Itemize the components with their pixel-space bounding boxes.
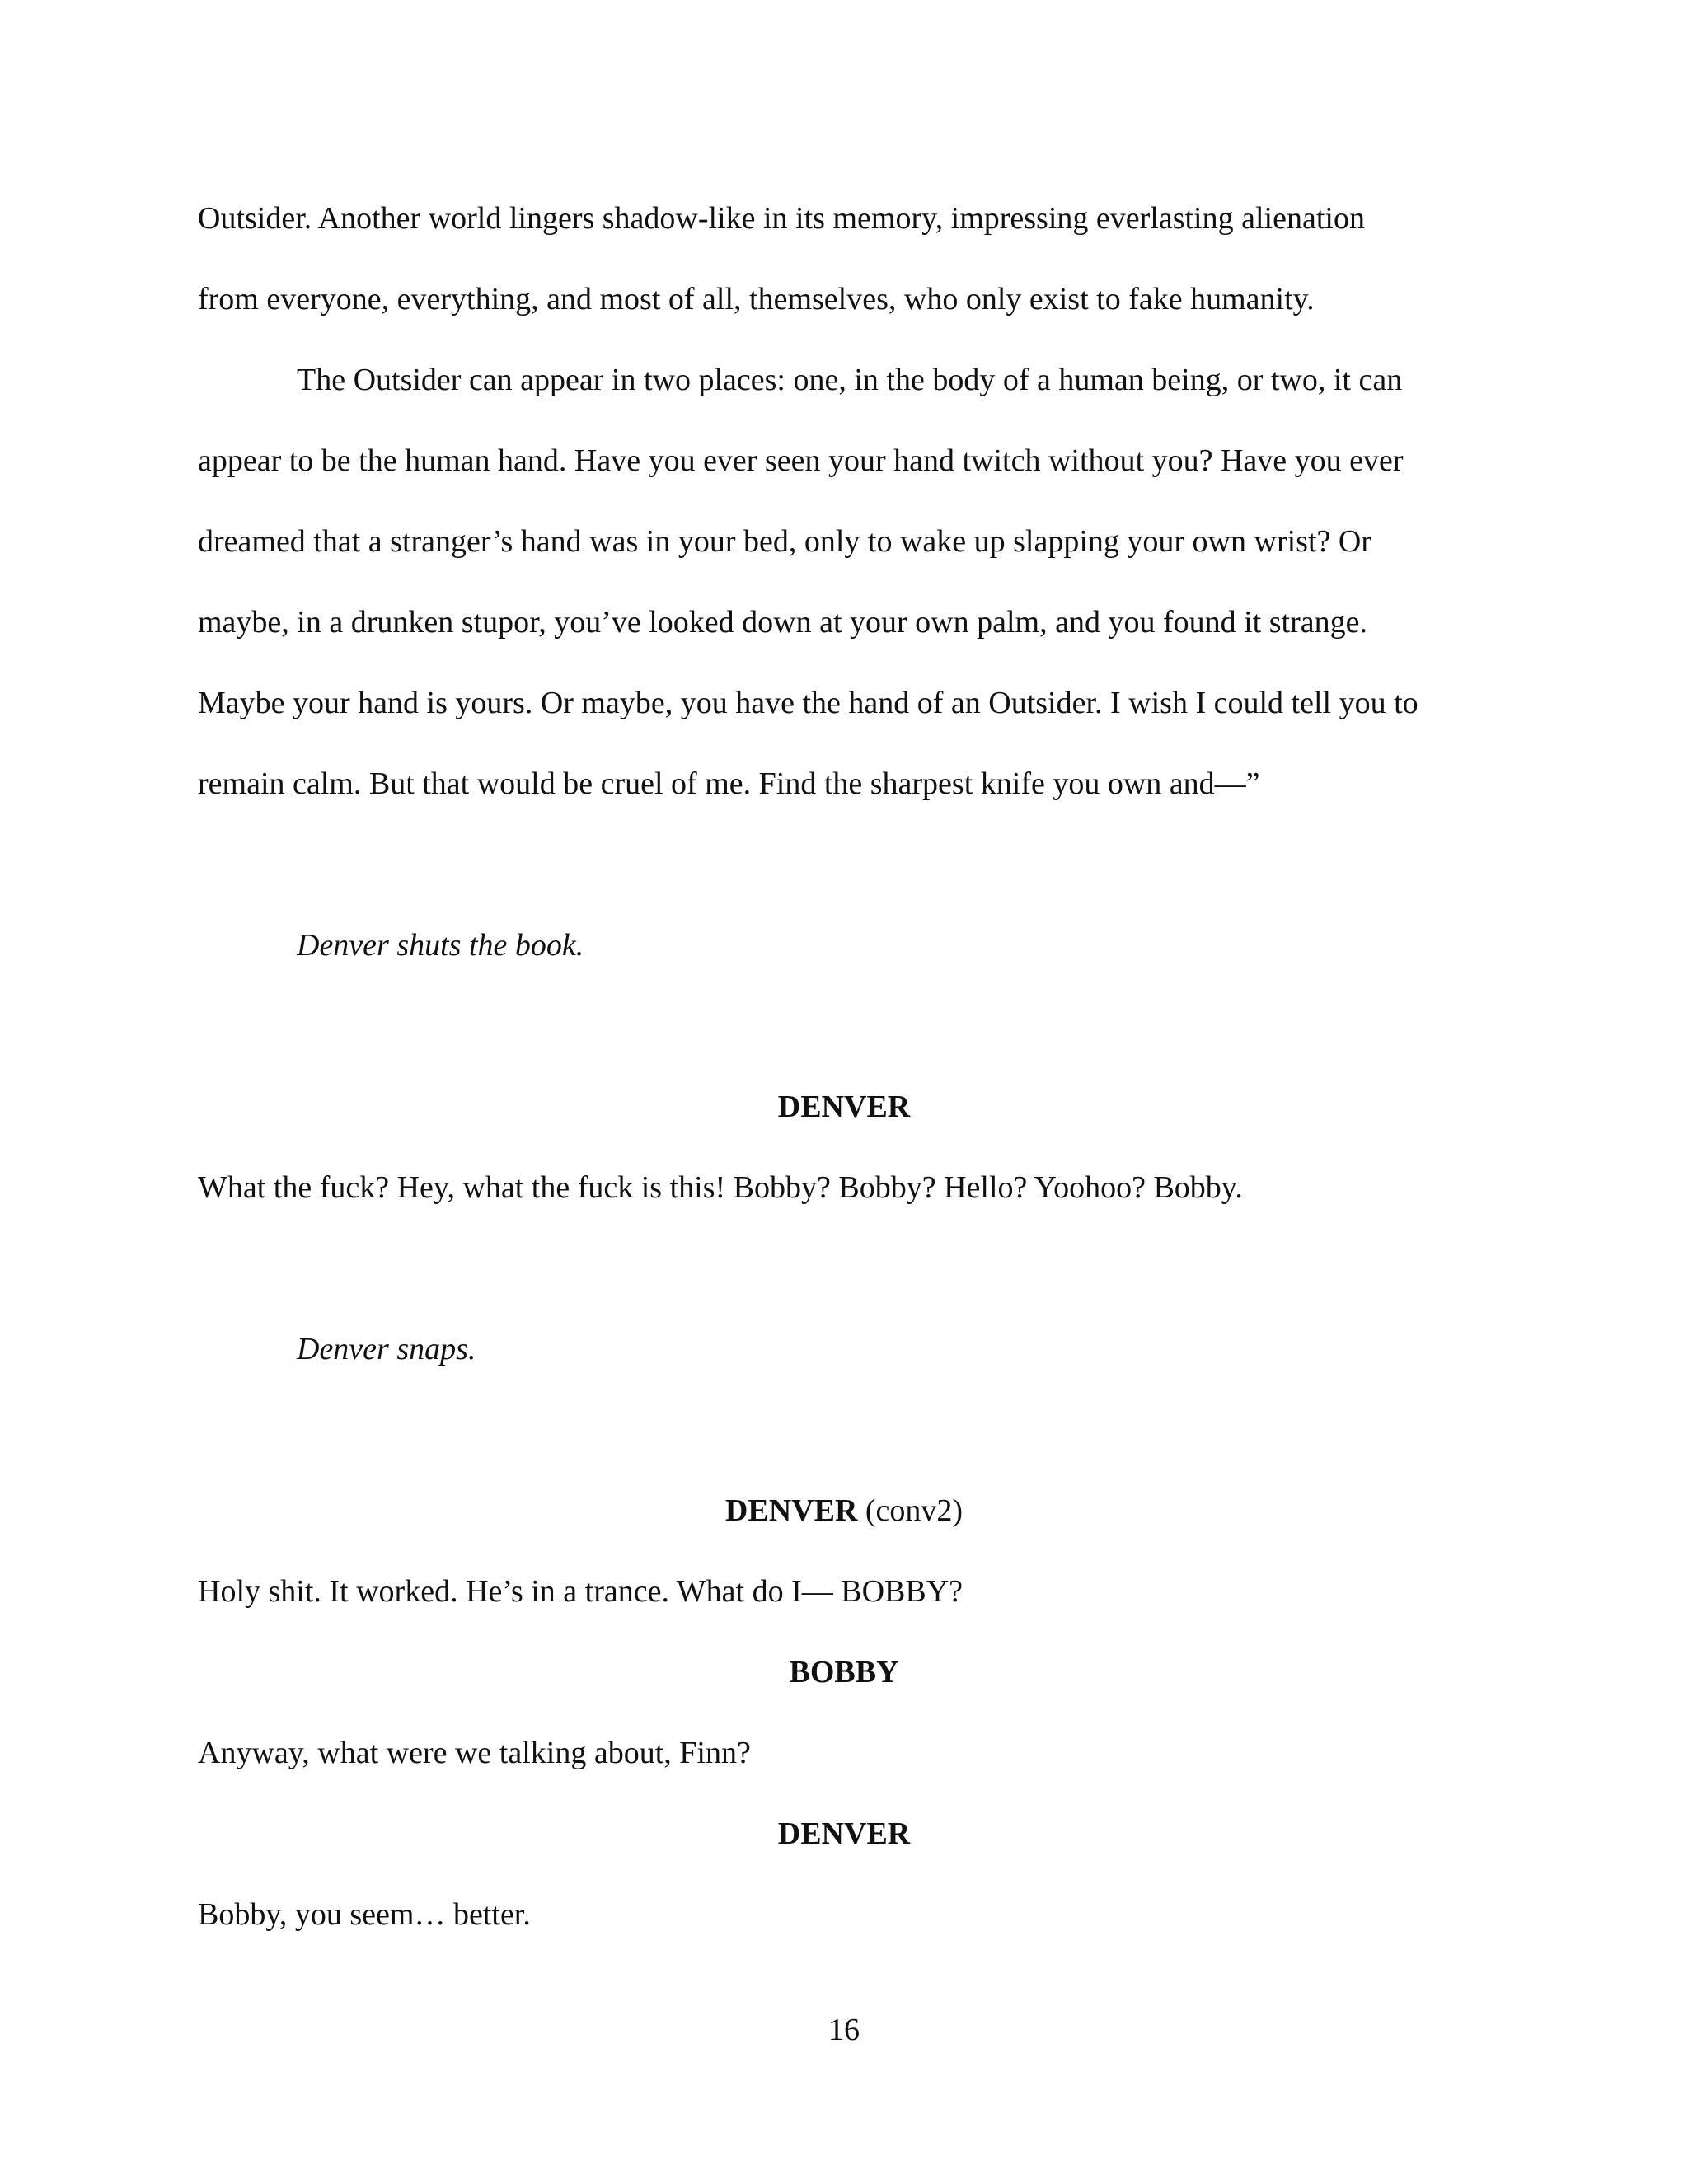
stage-direction: Denver snaps. [297,1332,476,1366]
prose-line: maybe, in a drunken stupor, you’ve looked down at your own palm, and you found it strange. [198,605,1367,640]
dialogue-line: Bobby, you seem… better. [198,1897,531,1932]
prose-line: appear to be the human hand. Have you ever seen your hand twitch without you? Have you ever [198,443,1404,478]
character-name-text: BOBBY [789,1655,899,1690]
prose-line: from everyone, everything, and most of all, themselves, who only exist to fake humanity. [198,282,1315,316]
character-name [0,1653,1688,1691]
character-note: (conv2) [865,1493,964,1528]
prose-line: dreamed that a stranger’s hand was in your bed, only to wake up slapping your own wrist? Or [198,524,1372,559]
character-name [0,1088,1688,1126]
dialogue-line: What the fuck? Hey, what the fuck is this! Bobby? Bobby? Hello? Yoohoo? Bobby. [198,1170,1243,1205]
character-name-text: DENVER [724,1493,858,1528]
prose-line: Maybe your hand is yours. Or maybe, you have the hand of an Outsider. I wish I could tell you to [198,686,1418,720]
character-name [0,1815,1688,1853]
page-number: 16 [828,2013,860,2047]
prose-line: The Outsider can appear in two places: one, in the body of a human being, or two, it can [297,363,1403,397]
prose-line: remain calm. But that would be cruel of me. Find the sharpest knife you own and—” [198,766,1260,801]
character-name-text: DENVER [777,1816,911,1851]
dialogue-line: Anyway, what were we talking about, Finn? [198,1736,751,1770]
character-name [0,1492,1688,1530]
stage-direction: Denver shuts the book. [297,928,584,963]
dialogue-line: Holy shit. It worked. He’s in a trance. What do I— BOBBY? [198,1574,964,1609]
prose-line: Outsider. Another world lingers shadow-like in its memory, impressing everlasting alienation [198,201,1365,236]
character-name-text: DENVER [777,1090,911,1124]
